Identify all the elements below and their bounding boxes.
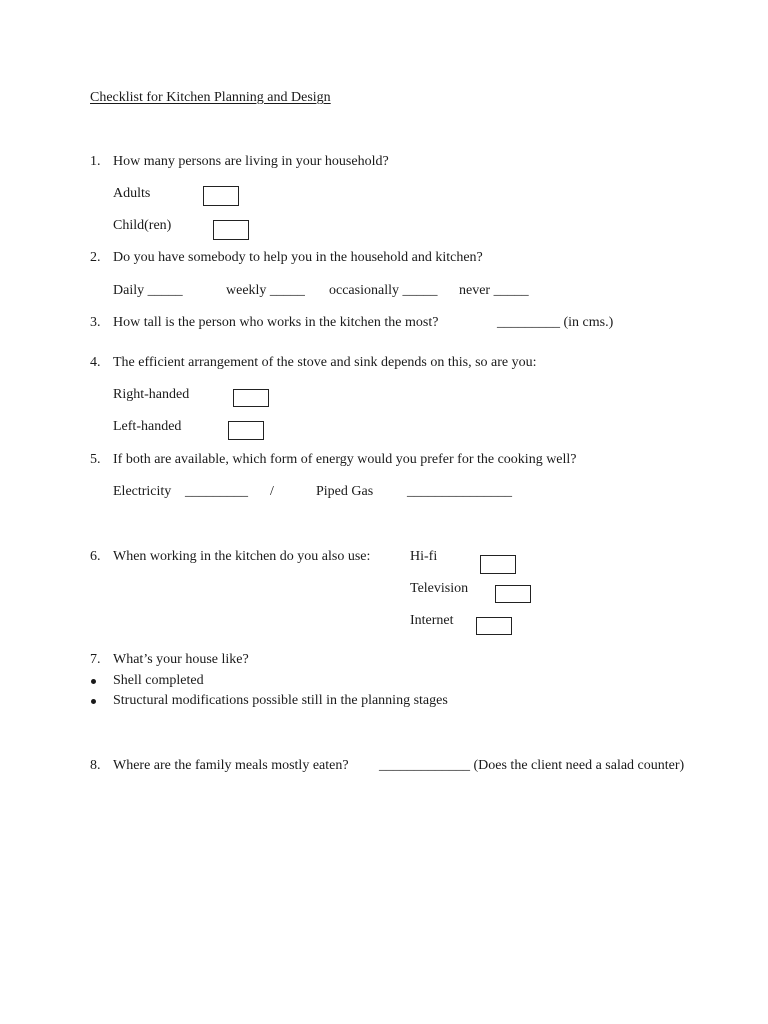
right-handed-label: Right-handed bbox=[113, 387, 190, 402]
bullet-icon bbox=[91, 699, 96, 704]
hifi-checkbox[interactable] bbox=[480, 555, 516, 574]
electricity-field[interactable]: _________ bbox=[185, 484, 248, 499]
left-handed-label: Left-handed bbox=[113, 419, 182, 434]
adults-label: Adults bbox=[113, 186, 151, 201]
energy-separator: / bbox=[270, 484, 274, 499]
list-item: Shell completed bbox=[113, 673, 204, 688]
hifi-label: Hi-fi bbox=[410, 549, 438, 564]
q2-text: Do you have somebody to help you in the household and kitchen? bbox=[113, 250, 483, 265]
children-checkbox[interactable] bbox=[213, 220, 249, 240]
television-checkbox[interactable] bbox=[495, 585, 531, 603]
q7-number: 7. bbox=[90, 652, 101, 667]
q6-text: When working in the kitchen do you also use: bbox=[113, 549, 371, 564]
q4-number: 4. bbox=[90, 355, 101, 370]
occasionally-field[interactable]: occasionally _____ bbox=[329, 283, 438, 298]
children-label: Child(ren) bbox=[113, 218, 172, 233]
q3-number: 3. bbox=[90, 315, 101, 330]
internet-label: Internet bbox=[410, 613, 454, 628]
meals-location-field[interactable]: _____________ (Does the client need a salad counter) bbox=[379, 758, 685, 773]
piped-gas-label: Piped Gas bbox=[316, 484, 374, 499]
never-field[interactable]: never _____ bbox=[459, 283, 529, 298]
q2-number: 2. bbox=[90, 250, 101, 265]
q7-text: What’s your house like? bbox=[113, 652, 249, 667]
electricity-label: Electricity bbox=[113, 484, 172, 499]
bullet-icon bbox=[91, 679, 96, 684]
television-label: Television bbox=[410, 581, 469, 596]
list-item: Structural modifications possible still in the planning stages bbox=[113, 693, 448, 708]
q6-number: 6. bbox=[90, 549, 101, 564]
q4-text: The efficient arrangement of the stove and sink depends on this, so are you: bbox=[113, 355, 537, 370]
q1-text: How many persons are living in your household? bbox=[113, 154, 389, 169]
q1-number: 1. bbox=[90, 154, 101, 169]
q3-text: How tall is the person who works in the kitchen the most? bbox=[113, 315, 439, 330]
piped-gas-field[interactable]: _______________ bbox=[407, 484, 512, 499]
height-field[interactable]: _________ (in cms.) bbox=[497, 315, 614, 330]
adults-checkbox[interactable] bbox=[203, 186, 239, 206]
q5-number: 5. bbox=[90, 452, 101, 467]
internet-checkbox[interactable] bbox=[476, 617, 512, 635]
q8-text: Where are the family meals mostly eaten? bbox=[113, 758, 349, 773]
right-handed-checkbox[interactable] bbox=[233, 389, 269, 407]
q5-text: If both are available, which form of energy would you prefer for the cooking well? bbox=[113, 452, 577, 467]
daily-field[interactable]: Daily _____ bbox=[113, 283, 183, 298]
q8-number: 8. bbox=[90, 758, 101, 773]
weekly-field[interactable]: weekly _____ bbox=[226, 283, 305, 298]
left-handed-checkbox[interactable] bbox=[228, 421, 264, 440]
document-title: Checklist for Kitchen Planning and Design bbox=[90, 90, 331, 105]
